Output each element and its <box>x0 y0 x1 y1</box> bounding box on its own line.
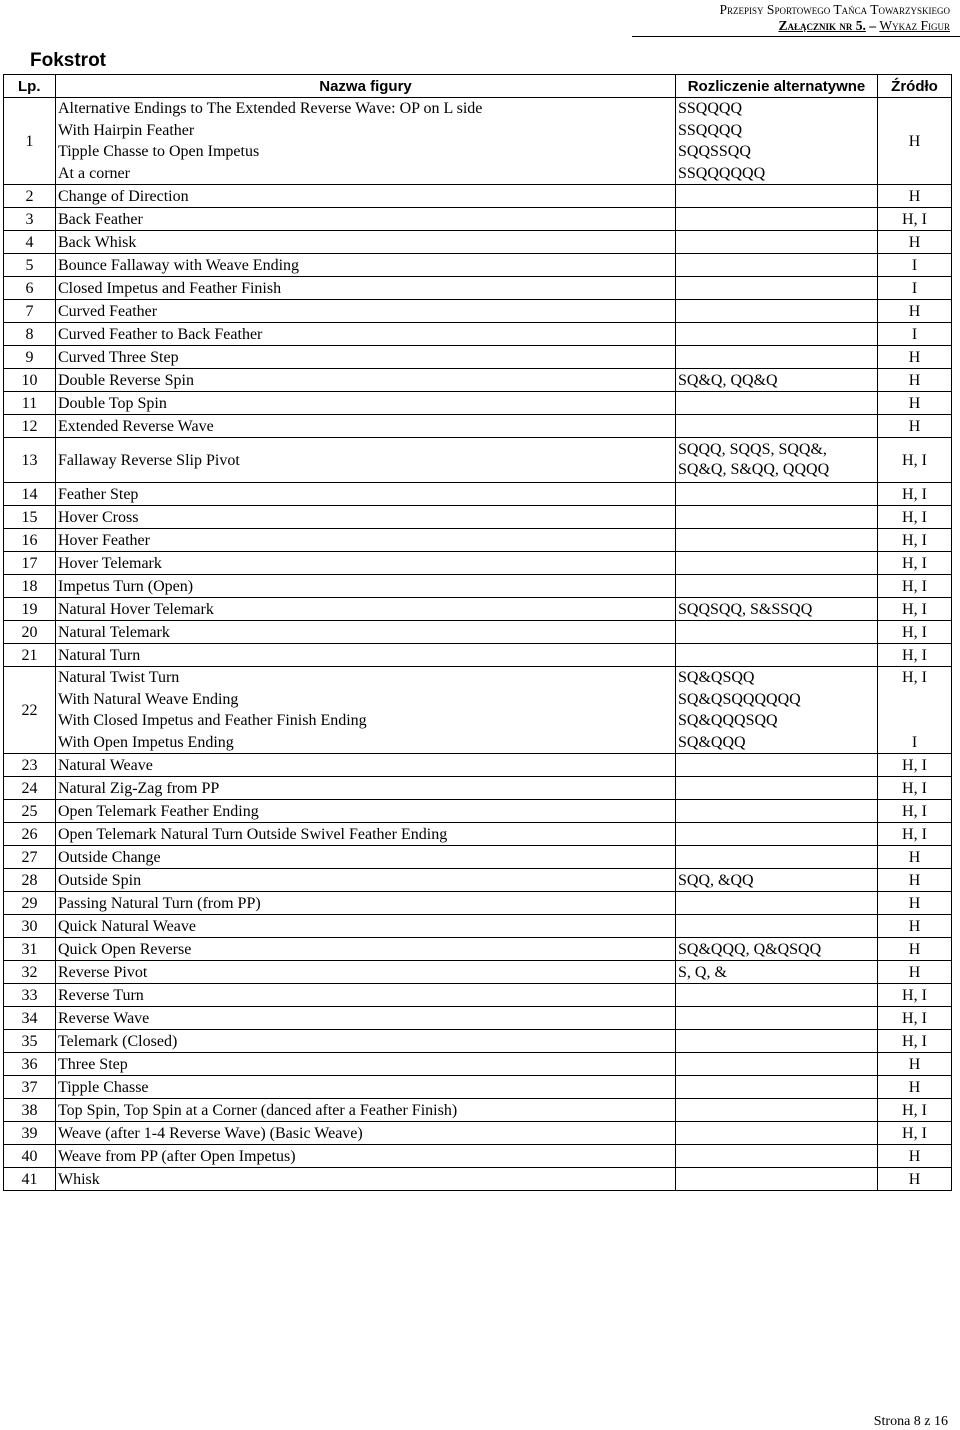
alternative-timing <box>676 300 878 323</box>
table-row <box>4 800 952 823</box>
figure-name: Feather Step <box>56 483 676 506</box>
row-number: 36 <box>4 1053 56 1076</box>
table-row <box>4 483 952 506</box>
row-number: 2 <box>4 185 56 208</box>
alternative-timing <box>676 98 878 185</box>
table-row <box>4 915 952 938</box>
alternative-timing <box>676 552 878 575</box>
table-row <box>4 777 952 800</box>
alternative-timing <box>676 846 878 869</box>
source: H, I <box>878 598 952 621</box>
figure-name: Hover Feather <box>56 529 676 552</box>
table-row <box>4 254 952 277</box>
header-src: Źródło <box>878 75 952 98</box>
table-row <box>4 506 952 529</box>
figure-name: Closed Impetus and Feather Finish <box>56 277 676 300</box>
source: H, I <box>878 1007 952 1030</box>
figure-name: Natural Turn <box>56 644 676 667</box>
table-row <box>4 667 952 754</box>
source: H, I <box>878 438 952 483</box>
srcs-line: H, I <box>902 669 927 686</box>
alternative-timing <box>676 754 878 777</box>
table-row <box>4 938 952 961</box>
figure-name: Curved Three Step <box>56 346 676 369</box>
row-number: 24 <box>4 777 56 800</box>
alternative-timing <box>676 208 878 231</box>
row-number: 14 <box>4 483 56 506</box>
figure-name: Whisk <box>56 1168 676 1191</box>
figure-name: Hover Telemark <box>56 552 676 575</box>
alternative-timing <box>676 483 878 506</box>
figure-name: Top Spin, Top Spin at a Corner (danced after a Feather Finish) <box>56 1099 676 1122</box>
names-line: With Natural Weave Ending <box>58 690 239 708</box>
source: I <box>878 323 952 346</box>
figure-name: Change of Direction <box>56 185 676 208</box>
table-row <box>4 369 952 392</box>
names-line: With Hairpin Feather <box>58 121 195 139</box>
page-number: Strona 8 z 16 <box>873 1414 948 1429</box>
source: H, I <box>878 644 952 667</box>
alternative-timing <box>676 667 878 754</box>
alternative-timing: SQQSQQ, S&SSQQ <box>676 598 878 621</box>
row-number: 39 <box>4 1122 56 1145</box>
alternative-timing <box>676 644 878 667</box>
table-row <box>4 1076 952 1099</box>
source: H <box>878 938 952 961</box>
alts-line: SQ&QQQSQQ <box>678 712 778 729</box>
table-row <box>4 1099 952 1122</box>
source: H <box>878 915 952 938</box>
table-row <box>4 621 952 644</box>
row-number: 11 <box>4 392 56 415</box>
figure-name: Impetus Turn (Open) <box>56 575 676 598</box>
alts-line: SQQSSQQ <box>678 143 751 160</box>
figure-name <box>56 667 676 754</box>
alternative-timing <box>676 529 878 552</box>
alternative-timing <box>676 254 878 277</box>
header-alt: Rozliczenie alternatywne <box>676 75 878 98</box>
row-number: 12 <box>4 415 56 438</box>
table-row <box>4 438 952 483</box>
row-number: 9 <box>4 346 56 369</box>
alternative-timing <box>676 621 878 644</box>
alternative-timing <box>676 575 878 598</box>
row-number: 29 <box>4 892 56 915</box>
source: H <box>878 98 952 185</box>
alternative-timing <box>676 915 878 938</box>
row-number: 7 <box>4 300 56 323</box>
srcs-line <box>880 689 949 711</box>
alternative-timing <box>676 415 878 438</box>
source: H <box>878 1145 952 1168</box>
row-number: 6 <box>4 277 56 300</box>
figure-name: Telemark (Closed) <box>56 1030 676 1053</box>
row-number: 21 <box>4 644 56 667</box>
table-row <box>4 323 952 346</box>
figure-name: Bounce Fallaway with Weave Ending <box>56 254 676 277</box>
alternative-timing <box>676 438 878 483</box>
row-number: 18 <box>4 575 56 598</box>
alternative-timing <box>676 277 878 300</box>
source: I <box>878 254 952 277</box>
source: H <box>878 415 952 438</box>
source: H, I <box>878 777 952 800</box>
table-row <box>4 869 952 892</box>
document-header <box>720 2 950 34</box>
alternative-timing <box>676 1168 878 1191</box>
table-row <box>4 1145 952 1168</box>
row-number: 1 <box>4 98 56 185</box>
table-row <box>4 1030 952 1053</box>
alternative-timing <box>676 392 878 415</box>
header-lp: Lp. <box>4 75 56 98</box>
row-number: 17 <box>4 552 56 575</box>
alts-line: SSQQQQ <box>678 100 743 117</box>
table-row <box>4 754 952 777</box>
alternative-timing <box>676 1053 878 1076</box>
row-number: 28 <box>4 869 56 892</box>
alternative-timing <box>676 1030 878 1053</box>
figure-name: Outside Spin <box>56 869 676 892</box>
figure-name: Natural Hover Telemark <box>56 598 676 621</box>
names-line: Tipple Chasse to Open Impetus <box>58 143 260 160</box>
source <box>878 667 952 754</box>
row-number: 16 <box>4 529 56 552</box>
row-number: 30 <box>4 915 56 938</box>
alternative-timing <box>676 1099 878 1122</box>
figure-name: Three Step <box>56 1053 676 1076</box>
figure-name: Open Telemark Natural Turn Outside Swivel Feather Ending <box>56 823 676 846</box>
row-number: 34 <box>4 1007 56 1030</box>
figure-name: Fallaway Reverse Slip Pivot <box>56 438 676 483</box>
source: H, I <box>878 1122 952 1145</box>
table-row <box>4 529 952 552</box>
table-row <box>4 846 952 869</box>
alternative-timing <box>676 1122 878 1145</box>
alts-line: SSQQQQ <box>678 121 743 139</box>
alternative-timing <box>676 823 878 846</box>
header-rule <box>632 36 960 37</box>
table-row <box>4 984 952 1007</box>
table-row <box>4 575 952 598</box>
row-number: 26 <box>4 823 56 846</box>
source: H <box>878 369 952 392</box>
alts-line: SQQQ, SQQS, SQQ&, <box>678 441 827 458</box>
alternative-timing <box>676 1007 878 1030</box>
source: H, I <box>878 208 952 231</box>
row-number: 19 <box>4 598 56 621</box>
source: H <box>878 300 952 323</box>
row-number: 37 <box>4 1076 56 1099</box>
alternative-timing: SQ&QQQ, Q&QSQQ <box>676 938 878 961</box>
figure-name: Weave from PP (after Open Impetus) <box>56 1145 676 1168</box>
table-row <box>4 1053 952 1076</box>
row-number: 8 <box>4 323 56 346</box>
figure-name: Outside Change <box>56 846 676 869</box>
row-number: 33 <box>4 984 56 1007</box>
source: H, I <box>878 754 952 777</box>
source: H, I <box>878 552 952 575</box>
alts-line: SSQQQQQQ <box>678 164 766 182</box>
table-row <box>4 231 952 254</box>
alts-line: SQ&Q, S&QQ, QQQQ <box>678 461 830 478</box>
figure-name: Back Whisk <box>56 231 676 254</box>
row-number: 38 <box>4 1099 56 1122</box>
alternative-timing <box>676 185 878 208</box>
alts-line: SQ&QSQQ <box>678 669 755 686</box>
figure-name: Reverse Turn <box>56 984 676 1007</box>
section-title: Fokstrot <box>30 50 106 71</box>
table-row <box>4 277 952 300</box>
figure-name: Natural Weave <box>56 754 676 777</box>
table-row <box>4 1168 952 1191</box>
alternative-timing: S, Q, & <box>676 961 878 984</box>
source: H, I <box>878 984 952 1007</box>
table-row <box>4 1007 952 1030</box>
figure-name: Curved Feather to Back Feather <box>56 323 676 346</box>
alternative-timing <box>676 323 878 346</box>
row-number: 35 <box>4 1030 56 1053</box>
table-row <box>4 300 952 323</box>
table-row <box>4 208 952 231</box>
table-row <box>4 823 952 846</box>
header-name: Nazwa figury <box>56 75 676 98</box>
source: H <box>878 1076 952 1099</box>
source: H <box>878 1168 952 1191</box>
table-body <box>4 98 952 1191</box>
header-dash: – <box>869 18 876 33</box>
header-line1: Przepisy Sportowego Tańca Towarzyskiego <box>719 2 950 17</box>
table-header-row <box>4 75 952 98</box>
header-line2 <box>720 18 950 34</box>
header-line2-prefix: Załącznik nr 5. <box>778 18 866 33</box>
alternative-timing <box>676 231 878 254</box>
source: H, I <box>878 483 952 506</box>
figure-name: Tipple Chasse <box>56 1076 676 1099</box>
figure-name: Hover Cross <box>56 506 676 529</box>
table-row <box>4 598 952 621</box>
names-line: Alternative Endings to The Extended Reverse Wave: OP on L side <box>58 100 483 117</box>
source: H <box>878 869 952 892</box>
alternative-timing <box>676 892 878 915</box>
source: H <box>878 346 952 369</box>
source: H, I <box>878 823 952 846</box>
table-row <box>4 346 952 369</box>
figure-name: Back Feather <box>56 208 676 231</box>
names-line: At a corner <box>58 164 130 182</box>
alts-line: SQ&QSQQQQQQ <box>678 690 801 708</box>
figure-name: Curved Feather <box>56 300 676 323</box>
source: H, I <box>878 529 952 552</box>
source: H, I <box>878 575 952 598</box>
table-row <box>4 892 952 915</box>
table-row <box>4 98 952 185</box>
figures-table <box>3 74 952 1191</box>
alternative-timing <box>676 506 878 529</box>
row-number: 40 <box>4 1145 56 1168</box>
alternative-timing <box>676 1145 878 1168</box>
srcs-line: I <box>911 733 918 751</box>
figure-name: Double Reverse Spin <box>56 369 676 392</box>
source: H, I <box>878 1099 952 1122</box>
figure-name: Quick Natural Weave <box>56 915 676 938</box>
table-row <box>4 415 952 438</box>
table-row <box>4 185 952 208</box>
row-number: 31 <box>4 938 56 961</box>
source: H <box>878 231 952 254</box>
row-number: 41 <box>4 1168 56 1191</box>
source: H <box>878 185 952 208</box>
row-number: 5 <box>4 254 56 277</box>
figure-name: Quick Open Reverse <box>56 938 676 961</box>
alternative-timing <box>676 1076 878 1099</box>
source: H <box>878 1053 952 1076</box>
names-line: With Closed Impetus and Feather Finish Ending <box>58 712 367 729</box>
table-row <box>4 961 952 984</box>
table-row <box>4 392 952 415</box>
source: H <box>878 892 952 915</box>
names-line: With Open Impetus Ending <box>58 733 234 751</box>
figure-name: Natural Telemark <box>56 621 676 644</box>
source: H, I <box>878 800 952 823</box>
figure-name: Reverse Pivot <box>56 961 676 984</box>
source: H <box>878 392 952 415</box>
figure-name: Open Telemark Feather Ending <box>56 800 676 823</box>
figure-name: Extended Reverse Wave <box>56 415 676 438</box>
source: H, I <box>878 1030 952 1053</box>
row-number: 32 <box>4 961 56 984</box>
source: H, I <box>878 621 952 644</box>
figure-name: Weave (after 1-4 Reverse Wave) (Basic Weave) <box>56 1122 676 1145</box>
row-number: 22 <box>4 667 56 754</box>
row-number: 23 <box>4 754 56 777</box>
row-number: 13 <box>4 438 56 483</box>
table-row <box>4 552 952 575</box>
alternative-timing: SQ&Q, QQ&Q <box>676 369 878 392</box>
alternative-timing <box>676 346 878 369</box>
alternative-timing <box>676 984 878 1007</box>
srcs-line <box>880 710 949 732</box>
figure-name: Passing Natural Turn (from PP) <box>56 892 676 915</box>
source: H, I <box>878 506 952 529</box>
source: H <box>878 846 952 869</box>
row-number: 20 <box>4 621 56 644</box>
row-number: 10 <box>4 369 56 392</box>
alternative-timing <box>676 800 878 823</box>
table-row <box>4 1122 952 1145</box>
row-number: 3 <box>4 208 56 231</box>
figure-name: Reverse Wave <box>56 1007 676 1030</box>
figure-name <box>56 98 676 185</box>
alternative-timing <box>676 777 878 800</box>
row-number: 25 <box>4 800 56 823</box>
row-number: 27 <box>4 846 56 869</box>
row-number: 4 <box>4 231 56 254</box>
figure-name: Double Top Spin <box>56 392 676 415</box>
alts-line: SQ&QQQ <box>678 733 746 751</box>
figure-name: Natural Zig-Zag from PP <box>56 777 676 800</box>
table-row <box>4 644 952 667</box>
row-number: 15 <box>4 506 56 529</box>
source: I <box>878 277 952 300</box>
names-line: Natural Twist Turn <box>58 669 180 686</box>
source: H <box>878 961 952 984</box>
alternative-timing: SQQ, &QQ <box>676 869 878 892</box>
header-line2-suffix: Wykaz Figur <box>879 18 950 33</box>
